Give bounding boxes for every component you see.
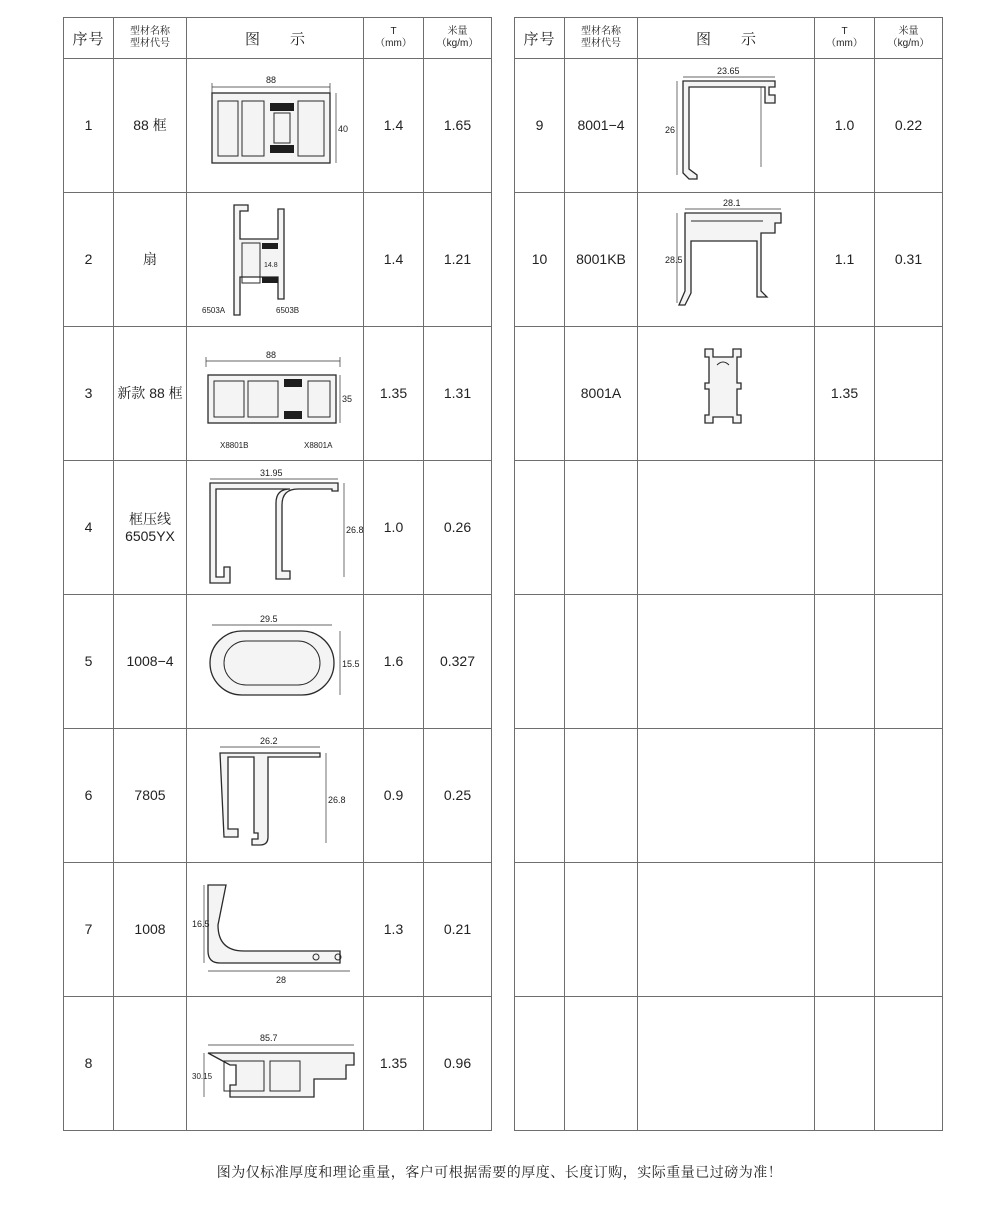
row-name <box>114 461 187 595</box>
row-diagram <box>638 59 815 193</box>
row-weight <box>875 997 943 1131</box>
row-seq: 5 <box>64 595 114 729</box>
row-weight: 0.25 <box>424 729 492 863</box>
header-thickness-top: T <box>390 26 397 37</box>
row-weight: 0.96 <box>424 997 492 1131</box>
row-name: 新款 88 框 <box>114 327 187 461</box>
row-weight: 1.21 <box>424 193 492 327</box>
row-thickness: 1.0 <box>364 461 424 595</box>
header-thickness <box>364 18 424 59</box>
row-name: 8001−4 <box>565 59 638 193</box>
profile-8001kb-drawing <box>641 197 811 322</box>
row-thickness: 1.35 <box>364 997 424 1131</box>
header-weight <box>875 18 943 59</box>
row-name: 1008 <box>114 863 187 997</box>
dim-label-top: 85.7 <box>260 1033 278 1043</box>
row-seq: 9 <box>515 59 565 193</box>
row-seq: 2 <box>64 193 114 327</box>
profile-code-b: 6503B <box>276 306 300 315</box>
row-thickness: 1.0 <box>815 59 875 193</box>
row-name: 扇 <box>114 193 187 327</box>
row-diagram <box>638 193 815 327</box>
profile-new-88-frame-drawing <box>190 331 360 456</box>
dim-label-top: 31.95 <box>260 468 283 478</box>
profile-1008-drawing <box>190 867 360 992</box>
table-row <box>515 59 943 193</box>
row-thickness <box>815 863 875 997</box>
header-name <box>565 18 638 59</box>
row-name: 1008−4 <box>114 595 187 729</box>
dim-label-side: 15.5 <box>342 659 360 669</box>
dim-label-top: 28.1 <box>723 198 741 208</box>
table-row <box>64 59 492 193</box>
row-seq: 8 <box>64 997 114 1131</box>
row-seq: 1 <box>64 59 114 193</box>
header-name-line1: 型材名称 <box>130 26 170 37</box>
row-weight <box>875 595 943 729</box>
row-thickness <box>815 729 875 863</box>
row-name-line1: 框压线 <box>129 510 171 527</box>
row-seq <box>515 461 565 595</box>
header-name-line1: 型材名称 <box>581 26 621 37</box>
row-thickness: 1.4 <box>364 59 424 193</box>
row-thickness <box>815 997 875 1131</box>
header-weight-top: 米量 <box>898 26 919 37</box>
footnote-text: 图为仅标准厚度和理论重量，客户可根据需要的厚度、长度订购，实际重量已过磅为准！ <box>216 1164 783 1180</box>
row-seq <box>515 997 565 1131</box>
row-weight: 1.65 <box>424 59 492 193</box>
table-row <box>515 997 943 1131</box>
row-diagram <box>187 193 364 327</box>
row-weight <box>875 729 943 863</box>
header-weight-top: 米量 <box>447 26 468 37</box>
table-row <box>64 595 492 729</box>
row-seq <box>515 327 565 461</box>
table-row <box>64 997 492 1131</box>
dim-label-top: 88 <box>266 350 277 360</box>
row-name <box>565 729 638 863</box>
row-diagram <box>638 595 815 729</box>
row-seq: 10 <box>515 193 565 327</box>
row-name-line2: 6505YX <box>125 527 175 544</box>
table-header-row <box>515 18 943 59</box>
table-row <box>515 729 943 863</box>
row-name: 88 框 <box>114 59 187 193</box>
table-row <box>64 729 492 863</box>
row-seq <box>515 595 565 729</box>
row-weight: 0.31 <box>875 193 943 327</box>
header-thickness-unit: （mm） <box>375 38 412 49</box>
dim-label-side: 26.8 <box>328 795 346 805</box>
profile-code-a: X8801B <box>220 441 249 450</box>
table-row <box>64 327 492 461</box>
row-name: 8001A <box>565 327 638 461</box>
row-thickness: 1.4 <box>364 193 424 327</box>
profile-table-left <box>63 17 492 1131</box>
table-row <box>64 461 492 595</box>
dim-label-side: 16.5 <box>192 919 210 929</box>
profile-oval-tube-drawing <box>190 599 360 724</box>
row-name <box>114 997 187 1131</box>
dim-label-side: 35 <box>342 394 353 404</box>
row-thickness: 1.35 <box>364 327 424 461</box>
profile-table-right <box>514 17 943 1131</box>
row-diagram <box>187 59 364 193</box>
profile-code-a: 6503A <box>202 306 226 315</box>
row-name <box>565 997 638 1131</box>
row-thickness <box>815 461 875 595</box>
table-row <box>515 595 943 729</box>
row-thickness <box>815 595 875 729</box>
profile-8001a-drawing <box>641 331 811 456</box>
header-name-line2: 型材代号 <box>581 38 621 49</box>
row-weight: 0.22 <box>875 59 943 193</box>
row-name: 8001KB <box>565 193 638 327</box>
table-row <box>64 193 492 327</box>
dim-label-top: 29.5 <box>260 614 278 624</box>
dim-label-side: 40 <box>338 124 349 134</box>
header-thickness-unit: （mm） <box>826 38 863 49</box>
table-row <box>515 863 943 997</box>
profile-8-drawing <box>190 1001 360 1126</box>
row-diagram <box>187 461 364 595</box>
row-seq <box>515 863 565 997</box>
header-weight <box>424 18 492 59</box>
row-diagram <box>638 327 815 461</box>
profile-8001-4-drawing <box>641 63 811 188</box>
header-weight-unit: （kg/m） <box>436 38 479 49</box>
header-seq: 序号 <box>64 18 114 59</box>
row-diagram <box>638 461 815 595</box>
table-row <box>64 863 492 997</box>
header-seq: 序号 <box>515 18 565 59</box>
profile-glazing-bead-drawing <box>190 465 364 590</box>
row-thickness: 1.6 <box>364 595 424 729</box>
dim-label-top: 23.65 <box>717 66 740 76</box>
row-diagram <box>638 997 815 1131</box>
dim-label-top: 88 <box>266 75 277 85</box>
row-weight <box>875 461 943 595</box>
row-weight: 0.327 <box>424 595 492 729</box>
table-row <box>515 461 943 595</box>
row-diagram <box>638 863 815 997</box>
row-seq: 7 <box>64 863 114 997</box>
dim-label-side: 30.15 <box>192 1072 213 1081</box>
row-thickness: 1.35 <box>815 327 875 461</box>
header-name-line2: 型材代号 <box>130 38 170 49</box>
row-name <box>565 461 638 595</box>
table-row <box>515 193 943 327</box>
dim-label-inner: 14.8 <box>264 262 278 269</box>
row-seq: 4 <box>64 461 114 595</box>
row-diagram <box>638 729 815 863</box>
header-diagram: 图示 <box>638 18 815 59</box>
row-weight: 1.31 <box>424 327 492 461</box>
row-seq <box>515 729 565 863</box>
row-seq: 3 <box>64 327 114 461</box>
header-thickness <box>815 18 875 59</box>
dim-label-side: 26 <box>665 125 676 135</box>
row-weight: 0.26 <box>424 461 492 595</box>
row-thickness: 1.3 <box>364 863 424 997</box>
dim-label-side: 28.5 <box>665 255 683 265</box>
header-name <box>114 18 187 59</box>
header-diagram: 图示 <box>187 18 364 59</box>
row-diagram <box>187 863 364 997</box>
header-weight-unit: （kg/m） <box>887 38 930 49</box>
dim-label-side: 26.8 <box>346 525 364 535</box>
profile-sash-drawing <box>190 197 360 322</box>
table-row <box>515 327 943 461</box>
row-weight: 0.21 <box>424 863 492 997</box>
row-seq: 6 <box>64 729 114 863</box>
table-header-row <box>64 18 492 59</box>
profile-88-frame-drawing <box>190 63 360 188</box>
row-name <box>565 595 638 729</box>
row-diagram <box>187 997 364 1131</box>
row-diagram <box>187 729 364 863</box>
profile-code-b: X8801A <box>304 441 333 450</box>
row-thickness: 0.9 <box>364 729 424 863</box>
row-thickness: 1.1 <box>815 193 875 327</box>
dim-label-top: 26.2 <box>260 736 278 746</box>
row-name <box>565 863 638 997</box>
row-weight <box>875 327 943 461</box>
header-thickness-top: T <box>841 26 848 37</box>
row-diagram <box>187 595 364 729</box>
profile-7805-drawing <box>190 733 360 858</box>
row-name: 7805 <box>114 729 187 863</box>
dim-label-bottom: 28 <box>276 975 287 985</box>
row-weight <box>875 863 943 997</box>
row-diagram <box>187 327 364 461</box>
